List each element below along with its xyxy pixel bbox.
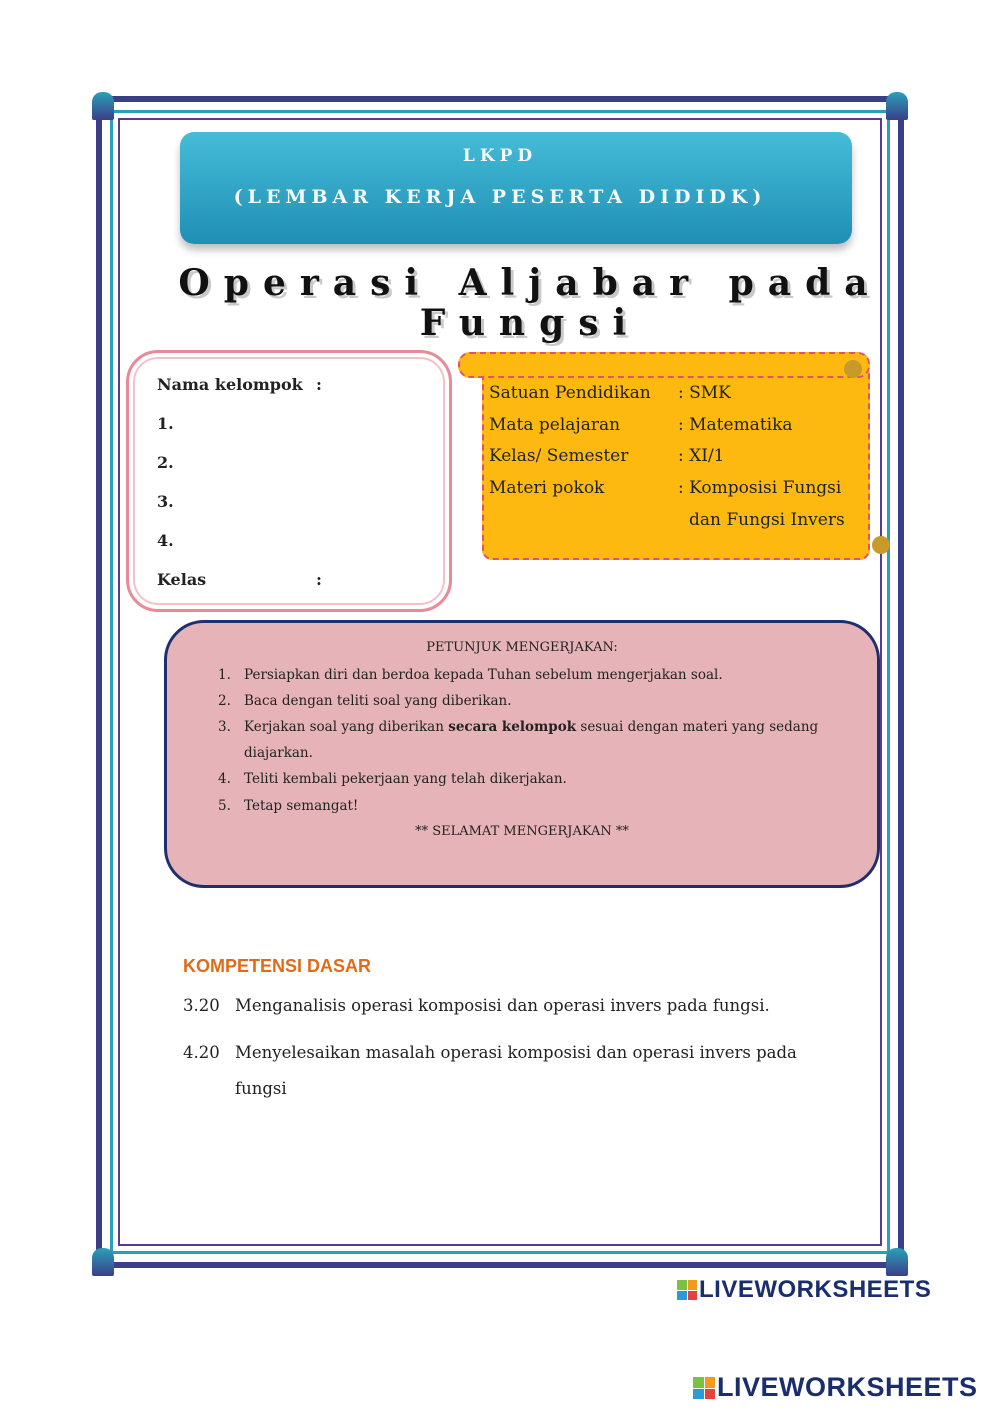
logo-square-red	[688, 1291, 698, 1301]
worksheet-title-line1: Operasi Aljabar pada	[178, 262, 882, 304]
class-colon: :	[316, 570, 322, 589]
member-number: 3.	[157, 492, 174, 511]
member-number: 1.	[157, 414, 174, 433]
info-value-continuation: dan Fungsi Invers	[689, 510, 845, 530]
instruction-number: 3.	[218, 719, 231, 735]
liveworksheets-logo: LIVEWORKSHEETS	[699, 1276, 932, 1303]
frame-corner-bottom-left	[92, 1248, 114, 1276]
kompetensi-text: Menganalisis operasi komposisi dan operasi invers pada fungsi.	[235, 996, 770, 1015]
instruction-number: 4.	[218, 771, 231, 787]
instruction-text-continuation: diajarkan.	[244, 745, 313, 761]
instructions-heading: PETUNJUK MENGERJAKAN:	[426, 640, 618, 655]
info-value: : Komposisi Fungsi	[678, 478, 842, 498]
instruction-number: 2.	[218, 693, 231, 709]
worksheet-title-line2: Fungsi	[419, 302, 641, 344]
kompetensi-text: Menyelesaikan masalah operasi komposisi dan operasi invers pada fungsi	[235, 1043, 797, 1098]
liveworksheets-logo-icon	[693, 1377, 715, 1399]
instruction-number: 5.	[218, 798, 231, 814]
logo-square-blue	[677, 1291, 687, 1301]
header-title: LKPD	[462, 146, 538, 166]
info-value: : XI/1	[678, 446, 725, 466]
info-label: Materi pokok	[489, 478, 605, 498]
info-value: : SMK	[678, 383, 731, 403]
liveworksheets-logo-icon	[677, 1280, 697, 1300]
member-number: 2.	[157, 453, 174, 472]
instruction-text-part: Kerjakan soal yang diberikan	[244, 719, 449, 735]
group-name-colon: :	[316, 375, 322, 394]
info-label: Satuan Pendidikan	[489, 383, 651, 403]
instruction-number: 1.	[218, 667, 231, 683]
class-label: Kelas	[157, 570, 207, 589]
scroll-curl-top	[844, 360, 862, 378]
logo-square-orange	[705, 1377, 716, 1388]
instruction-text-part: sesuai dengan materi yang sedang	[576, 719, 819, 735]
info-value: : Matematika	[678, 415, 793, 435]
instruction-text: Persiapkan diri dan berdoa kepada Tuhan sebelum mengerjakan soal.	[244, 667, 723, 683]
instructions-footer: ** SELAMAT MENGERJAKAN **	[415, 824, 629, 839]
scroll-curl-bottom	[872, 536, 890, 554]
kompetensi-number: 3.20	[183, 996, 220, 1015]
logo-square-green	[677, 1280, 687, 1290]
logo-square-red	[705, 1389, 716, 1400]
header-subtitle: (LEMBAR KERJA PESERTA DIDIDK)	[233, 186, 767, 208]
logo-square-green	[693, 1377, 704, 1388]
kompetensi-number: 4.20	[183, 1043, 220, 1062]
frame-corner-bottom-right	[886, 1248, 908, 1276]
instruction-text: Tetap semangat!	[244, 798, 359, 814]
liveworksheets-logo: LIVEWORKSHEETS	[717, 1372, 978, 1402]
group-name-label: Nama kelompok	[157, 375, 303, 394]
instruction-text-bold: secara kelompok	[448, 719, 577, 735]
logo-square-blue	[693, 1389, 704, 1400]
info-label: Kelas/ Semester	[489, 446, 629, 466]
info-box-scroll-top	[458, 352, 870, 378]
frame-corner-top-left	[92, 92, 114, 120]
frame-corner-top-right	[886, 92, 908, 120]
info-label: Mata pelajaran	[489, 415, 621, 435]
logo-square-orange	[688, 1280, 698, 1290]
kompetensi-title: KOMPETENSI DASAR	[183, 956, 372, 976]
instruction-text: Teliti kembali pekerjaan yang telah dikerjakan.	[244, 771, 567, 787]
member-number: 4.	[157, 531, 174, 550]
instruction-text: Baca dengan teliti soal yang diberikan.	[244, 693, 512, 709]
instruction-text	[244, 719, 818, 735]
